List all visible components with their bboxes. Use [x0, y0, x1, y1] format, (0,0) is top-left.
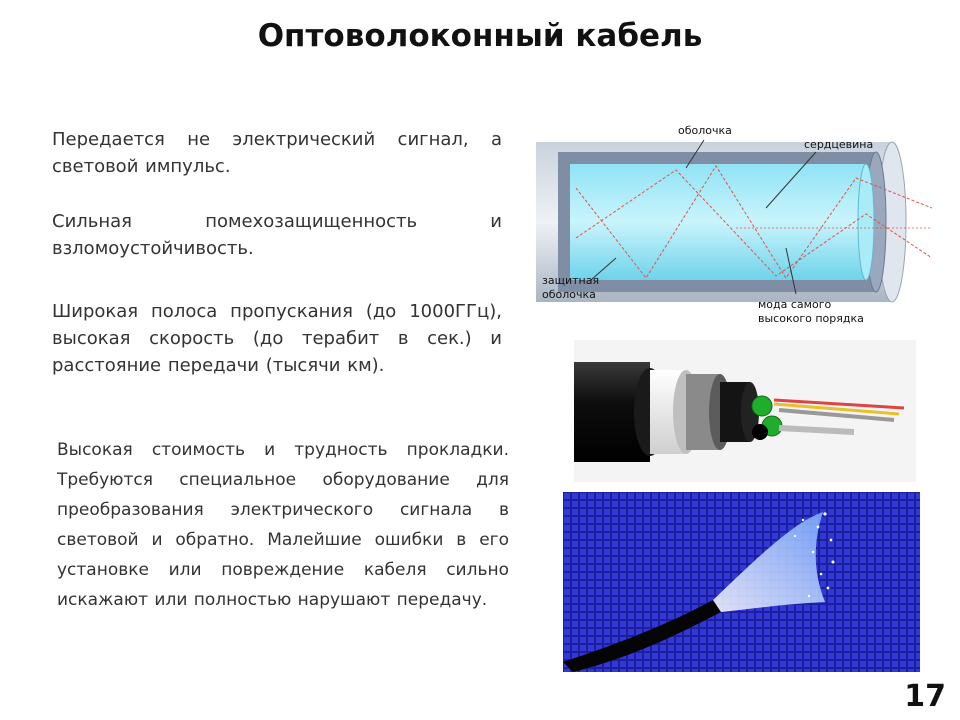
paragraph-bandwidth: Широкая полоса пропускания (до 1000ГГц), высокая скорость (до терабит в сек.) и расстояние передачи (тысячи км).: [52, 301, 502, 376]
label-core: сердцевина: [804, 138, 874, 151]
slide-title: Оптоволоконный кабель: [257, 18, 703, 54]
label-mode-1: мода самого: [758, 298, 832, 311]
label-protective-2: оболочка: [542, 288, 596, 301]
label-mode-2: высокого порядка: [758, 312, 864, 325]
label-protective-1: защитная: [542, 274, 600, 287]
cable-photo: [574, 340, 916, 482]
page-number: 17: [904, 679, 946, 714]
core-layer: [570, 164, 866, 280]
paragraph-cost: Высокая стоимость и трудность прокладки. Требуются специальное оборудование для преобразования электрического сигнала в световой и обратно. Малейшие ошибки в его установке или повреждение кабеля сильно искажают или полностью нарушают передачу.: [57, 440, 509, 610]
fiber-bundle-photo: [563, 492, 920, 672]
fiber-structure-diagram: [536, 118, 932, 338]
paragraph-noise-immunity: Сильная помехозащищенность и взломоустойчивость.: [52, 211, 502, 259]
label-cladding: оболочка: [678, 124, 732, 137]
paragraph-signal: Передается не электрический сигнал, а световой импульс.: [52, 129, 502, 177]
